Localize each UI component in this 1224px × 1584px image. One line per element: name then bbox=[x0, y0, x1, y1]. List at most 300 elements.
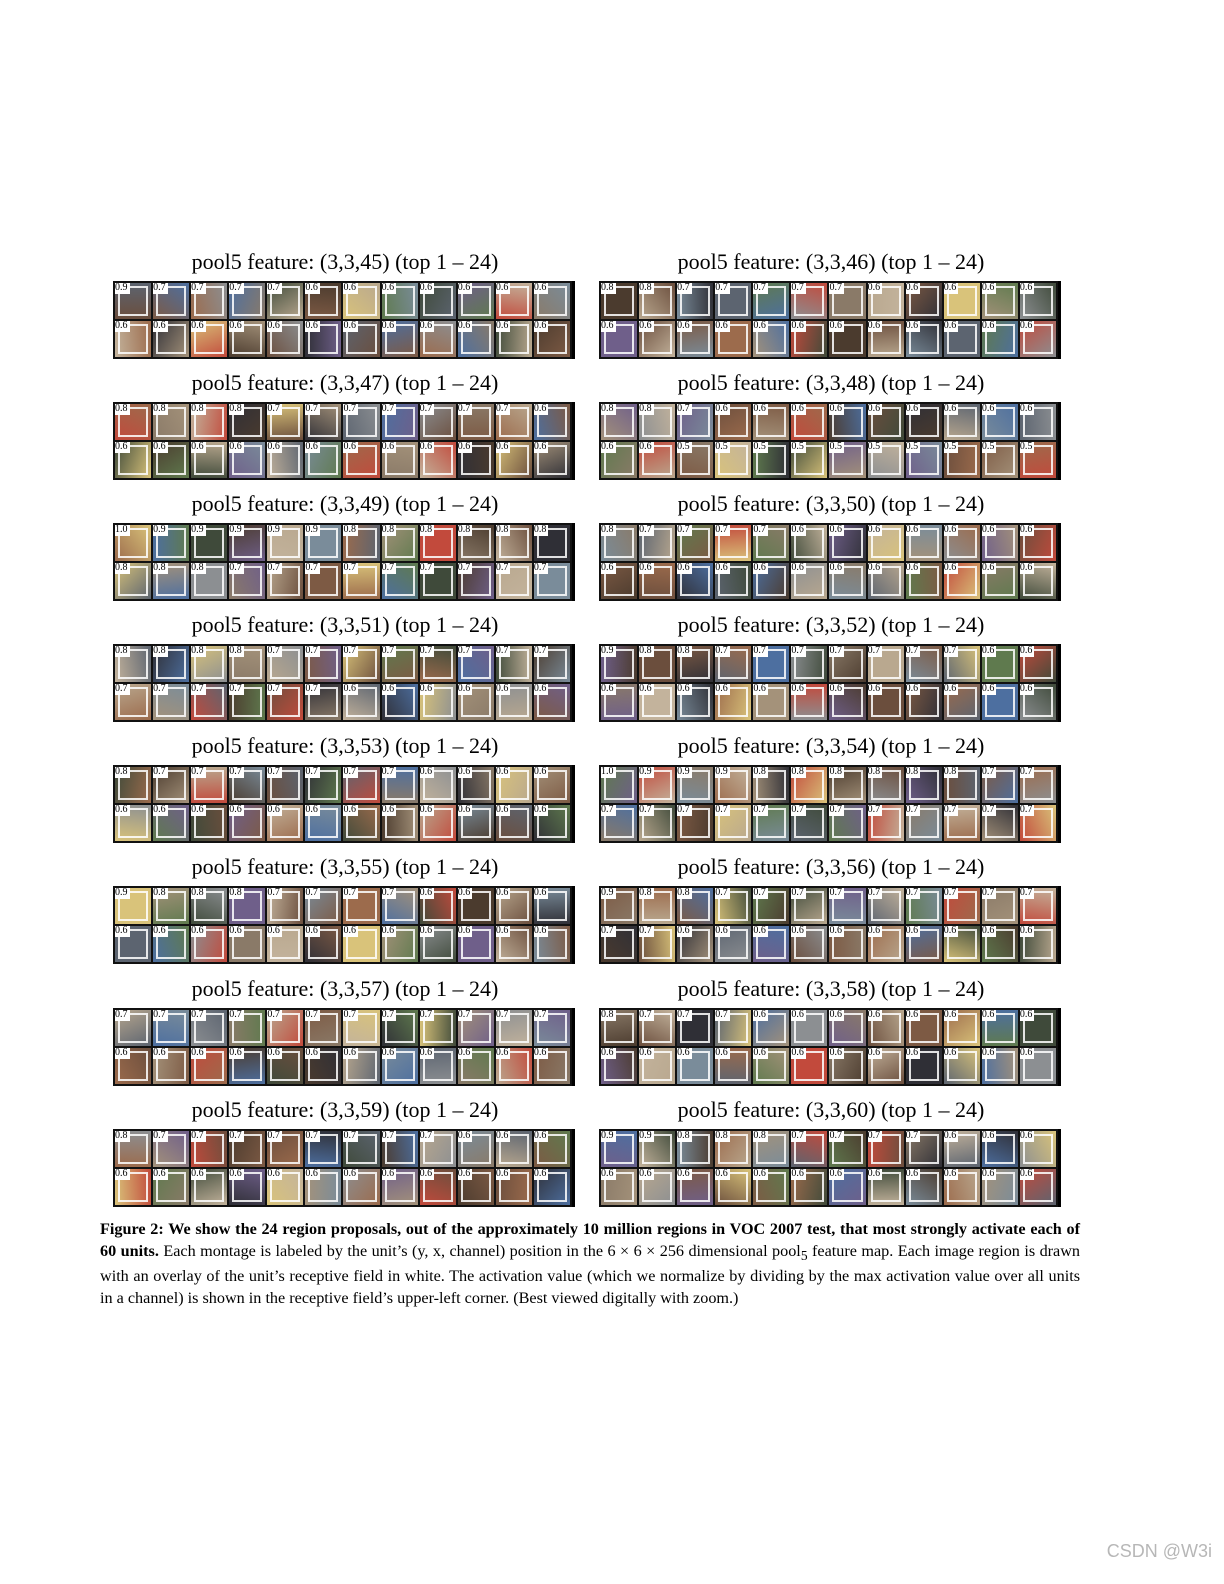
region-thumbnail bbox=[305, 525, 341, 561]
region-thumbnail bbox=[944, 1169, 980, 1205]
activation-value: 0.8 bbox=[495, 525, 509, 535]
region-thumbnail bbox=[677, 1131, 713, 1167]
region-thumbnail bbox=[191, 1010, 227, 1046]
activation-value: 0.6 bbox=[533, 283, 547, 293]
region-thumbnail bbox=[944, 442, 980, 478]
activation-value: 0.6 bbox=[419, 1169, 433, 1179]
region-thumbnail bbox=[305, 442, 341, 478]
region-thumbnail bbox=[267, 1010, 303, 1046]
activation-value: 0.6 bbox=[153, 321, 166, 331]
region-thumbnail bbox=[115, 321, 151, 357]
activation-value: 0.6 bbox=[677, 684, 690, 694]
activation-value: 0.6 bbox=[639, 1048, 652, 1058]
activation-value: 0.6 bbox=[381, 442, 395, 452]
region-thumbnail bbox=[343, 525, 379, 561]
region-thumbnail bbox=[868, 1010, 904, 1046]
activation-value: 0.8 bbox=[905, 767, 919, 777]
activation-value: 0.6 bbox=[981, 1131, 995, 1141]
activation-value: 0.6 bbox=[1019, 283, 1033, 293]
activation-value: 0.8 bbox=[867, 767, 881, 777]
activation-value: 0.8 bbox=[601, 283, 614, 293]
region-thumbnail bbox=[534, 1048, 570, 1084]
activation-value: 0.6 bbox=[115, 321, 128, 331]
activation-value: 0.8 bbox=[829, 767, 842, 777]
activation-value: 0.8 bbox=[419, 525, 433, 535]
montage-title: pool5 feature: (3,3,60) (top 1 – 24) bbox=[677, 1097, 985, 1122]
region-thumbnail bbox=[382, 442, 418, 478]
region-thumbnail bbox=[906, 404, 942, 440]
activation-value: 0.6 bbox=[381, 805, 395, 815]
activation-value: 0.7 bbox=[305, 404, 318, 414]
region-thumbnail bbox=[420, 926, 456, 962]
region-thumbnail bbox=[458, 684, 494, 720]
activation-value: 0.6 bbox=[1019, 1048, 1033, 1058]
activation-value: 0.6 bbox=[305, 1048, 318, 1058]
montage-title: pool5 feature: (3,3,52) (top 1 – 24) bbox=[677, 612, 985, 637]
region-thumbnail bbox=[982, 321, 1018, 357]
region-thumbnail bbox=[1020, 646, 1056, 682]
region-thumbnail bbox=[1020, 1131, 1056, 1167]
activation-value: 0.6 bbox=[533, 1048, 547, 1058]
activation-value: 0.7 bbox=[715, 646, 728, 656]
activation-value: 0.6 bbox=[343, 684, 356, 694]
region-thumbnail bbox=[343, 442, 379, 478]
region-thumbnail bbox=[496, 767, 532, 803]
region-thumbnail bbox=[458, 1010, 494, 1046]
region-thumbnail bbox=[868, 283, 904, 319]
activation-value: 0.6 bbox=[1019, 1131, 1033, 1141]
activation-value: 0.7 bbox=[753, 646, 766, 656]
activation-value: 0.6 bbox=[905, 563, 919, 573]
region-thumbnail bbox=[715, 321, 751, 357]
region-thumbnail bbox=[420, 1048, 456, 1084]
activation-value: 0.6 bbox=[533, 684, 547, 694]
region-thumbnail bbox=[677, 442, 713, 478]
region-thumbnail bbox=[753, 442, 789, 478]
activation-value: 0.6 bbox=[533, 767, 547, 777]
activation-value: 0.6 bbox=[191, 926, 204, 936]
region-thumbnail bbox=[420, 684, 456, 720]
region-thumbnail bbox=[868, 404, 904, 440]
activation-value: 0.7 bbox=[791, 805, 804, 815]
activation-value: 0.6 bbox=[343, 1048, 356, 1058]
region-thumbnail bbox=[791, 404, 827, 440]
region-thumbnail bbox=[534, 442, 570, 478]
region-thumbnail bbox=[191, 283, 227, 319]
activation-value: 0.6 bbox=[533, 404, 547, 414]
region-grid bbox=[599, 886, 1061, 964]
region-thumbnail bbox=[982, 525, 1018, 561]
activation-value: 0.6 bbox=[905, 1010, 919, 1020]
activation-value: 0.6 bbox=[495, 1169, 509, 1179]
activation-value: 0.7 bbox=[191, 684, 204, 694]
region-thumbnail bbox=[791, 1010, 827, 1046]
region-thumbnail bbox=[153, 563, 189, 599]
activation-value: 0.8 bbox=[115, 563, 128, 573]
activation-value: 0.6 bbox=[791, 684, 804, 694]
region-thumbnail bbox=[906, 805, 942, 841]
activation-value: 0.7 bbox=[943, 888, 957, 898]
activation-value: 0.6 bbox=[381, 283, 395, 293]
region-grid bbox=[113, 765, 575, 843]
region-thumbnail bbox=[868, 563, 904, 599]
region-thumbnail bbox=[753, 283, 789, 319]
region-thumbnail bbox=[305, 563, 341, 599]
activation-value: 0.6 bbox=[457, 1131, 471, 1141]
region-thumbnail bbox=[601, 563, 637, 599]
activation-value: 0.7 bbox=[905, 646, 919, 656]
region-thumbnail bbox=[229, 767, 265, 803]
region-thumbnail bbox=[305, 1169, 341, 1205]
activation-value: 0.6 bbox=[457, 684, 471, 694]
region-thumbnail bbox=[677, 1048, 713, 1084]
activation-value: 0.6 bbox=[229, 442, 242, 452]
activation-value: 0.6 bbox=[495, 767, 509, 777]
region-thumbnail bbox=[305, 1131, 341, 1167]
activation-value: 0.6 bbox=[495, 805, 509, 815]
region-thumbnail bbox=[229, 888, 265, 924]
activation-value: 0.6 bbox=[905, 525, 919, 535]
activation-value: 0.6 bbox=[191, 1169, 204, 1179]
activation-value: 0.6 bbox=[267, 926, 280, 936]
region-thumbnail bbox=[343, 888, 379, 924]
activation-value: 0.8 bbox=[153, 888, 166, 898]
activation-value: 0.6 bbox=[753, 1048, 766, 1058]
region-grid bbox=[599, 1008, 1061, 1086]
region-thumbnail bbox=[305, 646, 341, 682]
region-thumbnail bbox=[677, 926, 713, 962]
activation-value: 0.6 bbox=[981, 321, 995, 331]
region-thumbnail bbox=[1020, 1048, 1056, 1084]
activation-value: 0.6 bbox=[419, 926, 433, 936]
region-thumbnail bbox=[639, 525, 675, 561]
region-thumbnail bbox=[382, 1010, 418, 1046]
region-thumbnail bbox=[153, 684, 189, 720]
region-thumbnail bbox=[601, 926, 637, 962]
region-grid bbox=[599, 1129, 1061, 1207]
region-thumbnail bbox=[153, 525, 189, 561]
region-thumbnail bbox=[534, 1010, 570, 1046]
region-thumbnail bbox=[639, 805, 675, 841]
montage-title: pool5 feature: (3,3,54) (top 1 – 24) bbox=[677, 733, 985, 758]
activation-value: 0.6 bbox=[943, 1048, 957, 1058]
region-thumbnail bbox=[715, 767, 751, 803]
activation-value: 0.9 bbox=[677, 767, 690, 777]
activation-value: 0.6 bbox=[229, 926, 242, 936]
activation-value: 0.6 bbox=[943, 525, 957, 535]
montage-title: pool5 feature: (3,3,58) (top 1 – 24) bbox=[677, 976, 985, 1001]
region-thumbnail bbox=[267, 1169, 303, 1205]
activation-value: 0.6 bbox=[639, 684, 652, 694]
region-thumbnail bbox=[944, 684, 980, 720]
region-thumbnail bbox=[382, 1169, 418, 1205]
region-thumbnail bbox=[534, 888, 570, 924]
region-thumbnail bbox=[753, 805, 789, 841]
region-thumbnail bbox=[305, 321, 341, 357]
region-thumbnail bbox=[944, 646, 980, 682]
activation-value: 0.6 bbox=[943, 926, 957, 936]
activation-value: 0.7 bbox=[229, 1131, 242, 1141]
activation-value: 0.6 bbox=[791, 1048, 804, 1058]
region-thumbnail bbox=[753, 525, 789, 561]
activation-value: 0.6 bbox=[495, 442, 509, 452]
region-thumbnail bbox=[829, 1048, 865, 1084]
activation-value: 0.6 bbox=[153, 926, 166, 936]
activation-value: 0.7 bbox=[229, 684, 242, 694]
region-thumbnail bbox=[944, 283, 980, 319]
region-thumbnail bbox=[715, 888, 751, 924]
region-thumbnail bbox=[791, 1131, 827, 1167]
region-thumbnail bbox=[829, 283, 865, 319]
region-thumbnail bbox=[305, 888, 341, 924]
region-thumbnail bbox=[534, 926, 570, 962]
activation-value: 0.7 bbox=[229, 1010, 242, 1020]
activation-value: 0.6 bbox=[305, 926, 318, 936]
activation-value: 0.6 bbox=[867, 926, 881, 936]
region-thumbnail bbox=[906, 321, 942, 357]
region-thumbnail bbox=[153, 888, 189, 924]
region-thumbnail bbox=[267, 1131, 303, 1167]
region-thumbnail bbox=[343, 1131, 379, 1167]
activation-value: 0.7 bbox=[267, 1131, 280, 1141]
activation-value: 0.9 bbox=[115, 283, 128, 293]
montage-title: pool5 feature: (3,3,45) (top 1 – 24) bbox=[191, 249, 499, 274]
activation-value: 0.6 bbox=[495, 283, 509, 293]
region-thumbnail bbox=[382, 767, 418, 803]
activation-value: 0.6 bbox=[943, 684, 957, 694]
activation-value: 0.7 bbox=[267, 684, 280, 694]
region-thumbnail bbox=[191, 888, 227, 924]
region-thumbnail bbox=[601, 805, 637, 841]
activation-value: 0.7 bbox=[905, 888, 919, 898]
activation-value: 0.6 bbox=[191, 1048, 204, 1058]
montage-title: pool5 feature: (3,3,47) (top 1 – 24) bbox=[191, 370, 499, 395]
activation-value: 0.6 bbox=[305, 1169, 318, 1179]
activation-value: 0.6 bbox=[905, 1169, 919, 1179]
activation-value: 0.9 bbox=[267, 525, 280, 535]
activation-value: 0.8 bbox=[753, 767, 766, 777]
activation-value: 0.7 bbox=[867, 888, 881, 898]
activation-value: 0.9 bbox=[639, 767, 652, 777]
region-thumbnail bbox=[1020, 805, 1056, 841]
region-thumbnail bbox=[305, 404, 341, 440]
region-thumbnail bbox=[1020, 525, 1056, 561]
region-thumbnail bbox=[267, 1048, 303, 1084]
region-thumbnail bbox=[115, 888, 151, 924]
region-thumbnail bbox=[267, 888, 303, 924]
activation-value: 0.6 bbox=[905, 1048, 919, 1058]
activation-value: 0.6 bbox=[981, 926, 995, 936]
activation-value: 0.6 bbox=[867, 563, 881, 573]
region-thumbnail bbox=[753, 926, 789, 962]
activation-value: 0.8 bbox=[115, 1131, 128, 1141]
region-thumbnail bbox=[1020, 283, 1056, 319]
region-thumbnail bbox=[420, 646, 456, 682]
activation-value: 0.6 bbox=[981, 1169, 995, 1179]
activation-value: 0.5 bbox=[715, 442, 728, 452]
activation-value: 0.7 bbox=[381, 1131, 395, 1141]
activation-value: 0.6 bbox=[191, 321, 204, 331]
region-thumbnail bbox=[343, 805, 379, 841]
region-thumbnail bbox=[791, 1048, 827, 1084]
region-thumbnail bbox=[753, 321, 789, 357]
activation-value: 0.6 bbox=[829, 321, 842, 331]
activation-value: 0.7 bbox=[381, 404, 395, 414]
activation-value: 0.8 bbox=[381, 525, 395, 535]
activation-value: 0.7 bbox=[981, 805, 995, 815]
region-thumbnail bbox=[601, 684, 637, 720]
region-thumbnail bbox=[305, 1010, 341, 1046]
activation-value: 0.6 bbox=[943, 563, 957, 573]
region-grid bbox=[599, 644, 1061, 722]
activation-value: 0.7 bbox=[791, 888, 804, 898]
region-thumbnail bbox=[868, 321, 904, 357]
region-thumbnail bbox=[753, 1010, 789, 1046]
region-thumbnail bbox=[715, 926, 751, 962]
activation-value: 0.6 bbox=[639, 442, 652, 452]
region-thumbnail bbox=[677, 684, 713, 720]
region-thumbnail bbox=[906, 684, 942, 720]
region-thumbnail bbox=[906, 525, 942, 561]
activation-value: 0.6 bbox=[791, 1169, 804, 1179]
activation-value: 0.7 bbox=[829, 646, 842, 656]
region-grid bbox=[599, 765, 1061, 843]
region-thumbnail bbox=[715, 646, 751, 682]
activation-value: 0.7 bbox=[267, 283, 280, 293]
activation-value: 0.6 bbox=[457, 442, 471, 452]
region-thumbnail bbox=[420, 888, 456, 924]
region-thumbnail bbox=[829, 888, 865, 924]
activation-value: 0.6 bbox=[981, 1048, 995, 1058]
activation-value: 0.6 bbox=[457, 321, 471, 331]
region-grid bbox=[599, 523, 1061, 601]
activation-value: 0.7 bbox=[191, 1131, 204, 1141]
activation-value: 0.6 bbox=[1019, 1010, 1033, 1020]
activation-value: 0.8 bbox=[943, 767, 957, 777]
region-thumbnail bbox=[153, 926, 189, 962]
region-thumbnail bbox=[1020, 684, 1056, 720]
region-thumbnail bbox=[534, 767, 570, 803]
region-thumbnail bbox=[496, 684, 532, 720]
activation-value: 0.7 bbox=[229, 283, 242, 293]
region-thumbnail bbox=[191, 563, 227, 599]
activation-value: 0.7 bbox=[829, 888, 842, 898]
activation-value: 0.6 bbox=[981, 404, 995, 414]
activation-value: 0.7 bbox=[191, 283, 204, 293]
region-thumbnail bbox=[534, 646, 570, 682]
activation-value: 0.8 bbox=[791, 767, 804, 777]
activation-value: 0.6 bbox=[791, 926, 804, 936]
region-thumbnail bbox=[458, 563, 494, 599]
activation-value: 0.6 bbox=[495, 1131, 509, 1141]
region-thumbnail bbox=[791, 283, 827, 319]
region-thumbnail bbox=[496, 805, 532, 841]
region-thumbnail bbox=[982, 646, 1018, 682]
region-thumbnail bbox=[753, 767, 789, 803]
activation-value: 0.7 bbox=[419, 404, 433, 414]
region-thumbnail bbox=[458, 888, 494, 924]
activation-value: 0.7 bbox=[1019, 888, 1033, 898]
region-thumbnail bbox=[382, 1131, 418, 1167]
activation-value: 0.7 bbox=[867, 1131, 881, 1141]
activation-value: 0.8 bbox=[153, 404, 166, 414]
activation-value: 0.6 bbox=[419, 1048, 433, 1058]
region-thumbnail bbox=[534, 684, 570, 720]
region-thumbnail bbox=[715, 563, 751, 599]
region-thumbnail bbox=[153, 1048, 189, 1084]
region-thumbnail bbox=[153, 646, 189, 682]
region-thumbnail bbox=[153, 1131, 189, 1167]
activation-value: 0.7 bbox=[267, 888, 280, 898]
region-grid bbox=[599, 281, 1061, 359]
region-thumbnail bbox=[305, 684, 341, 720]
activation-value: 0.7 bbox=[115, 684, 128, 694]
activation-value: 0.7 bbox=[829, 1131, 842, 1141]
activation-value: 0.6 bbox=[495, 1048, 509, 1058]
region-thumbnail bbox=[639, 888, 675, 924]
region-thumbnail bbox=[829, 805, 865, 841]
region-thumbnail bbox=[496, 926, 532, 962]
activation-value: 0.5 bbox=[829, 442, 842, 452]
region-thumbnail bbox=[229, 321, 265, 357]
region-thumbnail bbox=[868, 805, 904, 841]
activation-value: 0.8 bbox=[639, 646, 652, 656]
region-thumbnail bbox=[715, 1048, 751, 1084]
region-thumbnail bbox=[229, 442, 265, 478]
activation-value: 0.6 bbox=[715, 1048, 728, 1058]
region-thumbnail bbox=[382, 805, 418, 841]
region-thumbnail bbox=[753, 684, 789, 720]
activation-value: 0.6 bbox=[715, 926, 728, 936]
region-thumbnail bbox=[791, 563, 827, 599]
region-thumbnail bbox=[191, 646, 227, 682]
region-thumbnail bbox=[601, 1010, 637, 1046]
activation-value: 0.7 bbox=[533, 646, 547, 656]
region-thumbnail bbox=[153, 283, 189, 319]
figure-caption bbox=[100, 1219, 1080, 1309]
region-thumbnail bbox=[1020, 767, 1056, 803]
region-thumbnail bbox=[458, 805, 494, 841]
caption-bold: We show the 24 region proposals, out of the approximately 10 million regions in VOC 2007 test, that most strongly activate each of 60 units. bbox=[100, 1220, 1080, 1260]
region-thumbnail bbox=[115, 1048, 151, 1084]
activation-value: 0.6 bbox=[753, 321, 766, 331]
region-thumbnail bbox=[267, 805, 303, 841]
activation-value: 0.6 bbox=[601, 1169, 614, 1179]
activation-value: 0.6 bbox=[829, 563, 842, 573]
region-thumbnail bbox=[639, 684, 675, 720]
region-thumbnail bbox=[639, 646, 675, 682]
activation-value: 0.8 bbox=[191, 646, 204, 656]
region-thumbnail bbox=[496, 321, 532, 357]
activation-value: 0.8 bbox=[639, 404, 652, 414]
activation-value: 0.7 bbox=[229, 767, 242, 777]
region-thumbnail bbox=[677, 767, 713, 803]
caption-text-b: feature map. Each image region is drawn with an overlay of the unit’s receptive field in white. The activation value (which we normalize by dividing by the max activation value over all units in a channel) is shown in the receptive field’s upper-left corner. (Best viewed digitally with zoom.) bbox=[100, 1241, 1081, 1307]
region-thumbnail bbox=[496, 1010, 532, 1046]
region-thumbnail bbox=[343, 321, 379, 357]
activation-value: 0.7 bbox=[305, 563, 318, 573]
region-thumbnail bbox=[305, 1048, 341, 1084]
activation-value: 0.7 bbox=[457, 646, 471, 656]
region-thumbnail bbox=[115, 646, 151, 682]
region-thumbnail bbox=[944, 888, 980, 924]
region-thumbnail bbox=[1020, 1169, 1056, 1205]
caption-text-a: Each montage is labeled by the unit’s (y, x, channel) position in the 6 × 6 × 256 dimensional pool bbox=[163, 1241, 801, 1260]
activation-value: 0.7 bbox=[153, 1010, 166, 1020]
activation-value: 0.6 bbox=[533, 442, 547, 452]
activation-value: 0.7 bbox=[601, 805, 614, 815]
region-thumbnail bbox=[496, 1048, 532, 1084]
